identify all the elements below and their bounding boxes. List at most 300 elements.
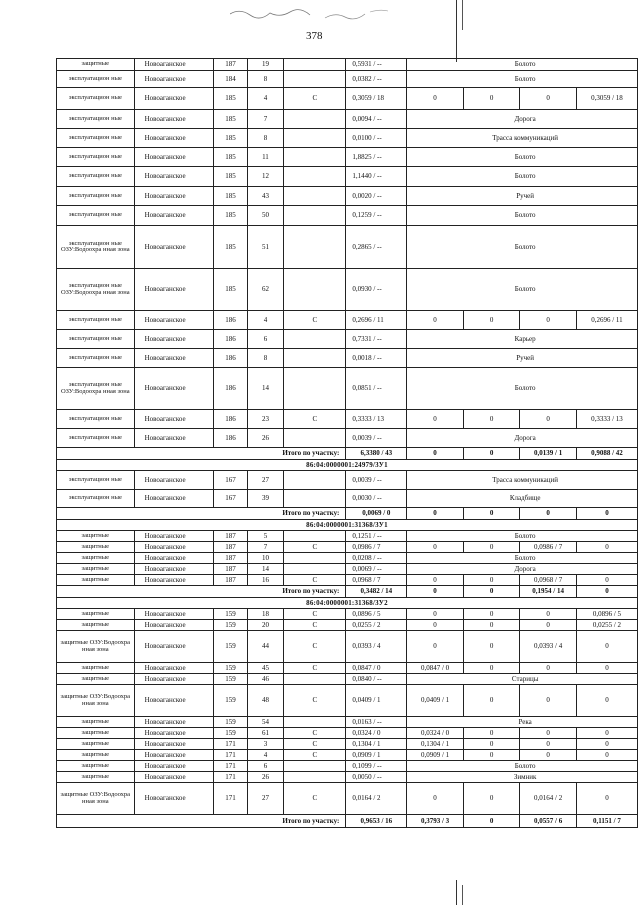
land-type-note: Болото [407, 269, 638, 311]
cadastral-header-row [57, 460, 638, 471]
area-volume: 0,0164 / 2 [346, 783, 407, 815]
subtotal-row [57, 508, 638, 520]
plot-number: 50 [247, 206, 284, 226]
table-row [57, 575, 638, 586]
quarter-number: 185 [214, 88, 247, 110]
forest-category: эксплуатацион ные [57, 167, 135, 187]
felling-type [284, 330, 346, 349]
area-volume: 0,7331 / -- [346, 330, 407, 349]
volume-value: 0,0409 / 1 [407, 685, 464, 717]
cadastral-header-row [57, 520, 638, 531]
plot-number: 6 [247, 330, 284, 349]
plot-number: 4 [247, 750, 284, 761]
plot-number: 54 [247, 717, 284, 728]
forestry-district: Новоаганское [134, 167, 214, 187]
table-row [57, 553, 638, 564]
plot-number: 8 [247, 71, 284, 88]
subtotal-value: 0 [463, 508, 520, 520]
area-volume: 0,2865 / -- [346, 226, 407, 269]
quarter-number: 186 [214, 429, 247, 448]
subtotal-value: 0 [463, 586, 520, 598]
table-row [57, 129, 638, 148]
table-row [57, 761, 638, 772]
volume-value: 0 [463, 311, 520, 330]
forestry-district: Новоаганское [134, 410, 214, 429]
subtotal-value: 0,9088 / 42 [576, 448, 637, 460]
quarter-number: 159 [214, 674, 247, 685]
forestry-district: Новоаганское [134, 71, 214, 88]
volume-value: 0,0986 / 7 [520, 542, 577, 553]
forestry-district: Новоаганское [134, 187, 214, 206]
forest-category: защитные [57, 59, 135, 71]
felling-type: С [284, 783, 346, 815]
area-volume: 1,8825 / -- [346, 148, 407, 167]
plot-number: 10 [247, 553, 284, 564]
plot-number: 8 [247, 349, 284, 368]
plot-number: 27 [247, 471, 284, 490]
forestry-district: Новоаганское [134, 685, 214, 717]
felling-type [284, 429, 346, 448]
quarter-number: 159 [214, 663, 247, 674]
felling-type [284, 553, 346, 564]
plot-number: 46 [247, 674, 284, 685]
area-volume: 0,2696 / 11 [346, 311, 407, 330]
forest-category: эксплуатацион ные ОЗУ:Водоохра нная зона [57, 226, 135, 269]
felling-type [284, 59, 346, 71]
subtotal-value: 0,0069 / 0 [346, 508, 407, 520]
quarter-number: 159 [214, 717, 247, 728]
plot-number: 7 [247, 110, 284, 129]
forestry-district: Новоаганское [134, 739, 214, 750]
quarter-number: 171 [214, 783, 247, 815]
forest-category: защитные [57, 553, 135, 564]
felling-type [284, 531, 346, 542]
table-row [57, 620, 638, 631]
plot-number: 5 [247, 531, 284, 542]
subtotal-value: 0,0557 / 6 [520, 815, 577, 828]
quarter-number: 171 [214, 761, 247, 772]
felling-type [284, 148, 346, 167]
quarter-number: 167 [214, 471, 247, 490]
plot-number: 44 [247, 631, 284, 663]
table-row [57, 728, 638, 739]
land-type-note: Старицы [407, 674, 638, 685]
plot-number: 14 [247, 368, 284, 410]
plot-number: 3 [247, 739, 284, 750]
plot-number: 51 [247, 226, 284, 269]
volume-value: 0 [463, 728, 520, 739]
scan-smudge [230, 6, 390, 26]
plot-number: 4 [247, 311, 284, 330]
volume-value: 0,0847 / 0 [407, 663, 464, 674]
volume-value: 0 [463, 542, 520, 553]
area-volume: 0,0039 / -- [346, 429, 407, 448]
table-row [57, 206, 638, 226]
volume-value: 0 [520, 620, 577, 631]
forestry-district: Новоаганское [134, 620, 214, 631]
area-volume: 0,0986 / 7 [346, 542, 407, 553]
felling-type [284, 490, 346, 508]
area-volume: 0,0324 / 0 [346, 728, 407, 739]
volume-value: 0 [576, 575, 637, 586]
felling-type: С [284, 728, 346, 739]
volume-value: 0 [407, 410, 464, 429]
area-volume: 0,0255 / 2 [346, 620, 407, 631]
forestry-district: Новоаганское [134, 750, 214, 761]
felling-type: С [284, 631, 346, 663]
cadastral-number: 86:04:0000001:31368/3У2 [57, 598, 638, 609]
forestry-district: Новоаганское [134, 663, 214, 674]
quarter-number: 185 [214, 187, 247, 206]
forest-category: защитные [57, 717, 135, 728]
quarter-number: 167 [214, 490, 247, 508]
subtotal-value: 0 [576, 508, 637, 520]
volume-value: 0 [407, 620, 464, 631]
forest-category: эксплуатацион ные [57, 148, 135, 167]
volume-value: 0 [520, 88, 577, 110]
volume-value: 0 [407, 609, 464, 620]
felling-type [284, 110, 346, 129]
volume-value: 0 [407, 542, 464, 553]
quarter-number: 185 [214, 148, 247, 167]
quarter-number: 185 [214, 226, 247, 269]
table-row [57, 311, 638, 330]
area-volume: 0,5931 / -- [346, 59, 407, 71]
subtotal-value: 0 [407, 508, 464, 520]
volume-value: 0 [576, 783, 637, 815]
quarter-number: 186 [214, 311, 247, 330]
volume-value: 0 [520, 739, 577, 750]
felling-type [284, 772, 346, 783]
forest-category: эксплуатацион ные [57, 410, 135, 429]
subtotal-value: 0 [576, 586, 637, 598]
forest-category: эксплуатацион ные [57, 490, 135, 508]
quarter-number: 171 [214, 739, 247, 750]
table-row [57, 59, 638, 71]
subtotal-value: 0 [463, 448, 520, 460]
plot-number: 43 [247, 187, 284, 206]
area-volume: 0,0018 / -- [346, 349, 407, 368]
volume-value: 0 [463, 575, 520, 586]
forest-category: защитные [57, 674, 135, 685]
area-volume: 0,3059 / 18 [346, 88, 407, 110]
forest-category: эксплуатацион ные [57, 429, 135, 448]
forestry-district: Новоаганское [134, 471, 214, 490]
area-volume: 0,0930 / -- [346, 269, 407, 311]
volume-value: 0,3059 / 18 [576, 88, 637, 110]
forestry-district: Новоаганское [134, 368, 214, 410]
plot-number: 14 [247, 564, 284, 575]
area-volume: 0,0020 / -- [346, 187, 407, 206]
forestry-district: Новоаганское [134, 206, 214, 226]
forestry-district: Новоаганское [134, 564, 214, 575]
area-volume: 0,1259 / -- [346, 206, 407, 226]
plot-number: 6 [247, 761, 284, 772]
area-volume: 0,0039 / -- [346, 471, 407, 490]
forestry-district: Новоаганское [134, 226, 214, 269]
forestry-district: Новоаганское [134, 88, 214, 110]
felling-type [284, 368, 346, 410]
quarter-number: 187 [214, 59, 247, 71]
quarter-number: 185 [214, 206, 247, 226]
forestry-district: Новоаганское [134, 148, 214, 167]
volume-value: 0 [576, 663, 637, 674]
quarter-number: 171 [214, 750, 247, 761]
volume-value: 0,2696 / 11 [576, 311, 637, 330]
plot-number: 7 [247, 542, 284, 553]
plot-number: 11 [247, 148, 284, 167]
felling-type [284, 674, 346, 685]
table-row [57, 429, 638, 448]
plot-number: 26 [247, 429, 284, 448]
area-volume: 0,0409 / 1 [346, 685, 407, 717]
plot-number: 48 [247, 685, 284, 717]
land-type-note: Болото [407, 761, 638, 772]
area-volume: 0,0896 / 5 [346, 609, 407, 620]
land-parcel-table [56, 58, 638, 828]
table-row [57, 490, 638, 508]
table-row [57, 410, 638, 429]
forest-category: защитные [57, 542, 135, 553]
forest-category: защитные [57, 728, 135, 739]
plot-number: 62 [247, 269, 284, 311]
volume-value: 0 [576, 685, 637, 717]
forestry-district: Новоаганское [134, 761, 214, 772]
volume-value: 0,0324 / 0 [407, 728, 464, 739]
table-row [57, 717, 638, 728]
area-volume: 0,0840 / -- [346, 674, 407, 685]
volume-value: 0,0909 / 1 [407, 750, 464, 761]
forest-category: защитные [57, 531, 135, 542]
subtotal-value: 0,3793 / 3 [407, 815, 464, 828]
land-type-note: Дорога [407, 564, 638, 575]
plot-number: 23 [247, 410, 284, 429]
area-volume: 0,0382 / -- [346, 71, 407, 88]
forestry-district: Новоаганское [134, 349, 214, 368]
quarter-number: 159 [214, 620, 247, 631]
area-volume: 0,1099 / -- [346, 761, 407, 772]
volume-value: 0,0968 / 7 [520, 575, 577, 586]
volume-value: 0 [576, 542, 637, 553]
volume-value: 0 [463, 783, 520, 815]
volume-value: 0,0164 / 2 [520, 783, 577, 815]
volume-value: 0 [463, 620, 520, 631]
forest-category: эксплуатацион ные [57, 129, 135, 148]
table-row [57, 674, 638, 685]
area-volume: 0,1251 / -- [346, 531, 407, 542]
volume-value: 0 [463, 410, 520, 429]
forest-category: защитные [57, 564, 135, 575]
forestry-district: Новоаганское [134, 674, 214, 685]
subtotal-value: 0 [407, 448, 464, 460]
subtotal-value: 0,0139 / 1 [520, 448, 577, 460]
felling-type [284, 269, 346, 311]
plot-number: 26 [247, 772, 284, 783]
volume-value: 0 [463, 663, 520, 674]
table-row [57, 564, 638, 575]
page-number: 378 [306, 30, 323, 42]
volume-value: 0 [463, 609, 520, 620]
volume-value: 0,0896 / 5 [576, 609, 637, 620]
volume-value: 0 [407, 783, 464, 815]
quarter-number: 159 [214, 728, 247, 739]
land-type-note: Трасса коммуникаций [407, 471, 638, 490]
area-volume: 0,0909 / 1 [346, 750, 407, 761]
area-volume: 0,1304 / 1 [346, 739, 407, 750]
area-volume: 0,0847 / 0 [346, 663, 407, 674]
forestry-district: Новоаганское [134, 129, 214, 148]
land-type-note: Карьер [407, 330, 638, 349]
quarter-number: 186 [214, 368, 247, 410]
forestry-district: Новоаганское [134, 59, 214, 71]
plot-number: 61 [247, 728, 284, 739]
felling-type [284, 129, 346, 148]
forest-category: эксплуатацион ные [57, 71, 135, 88]
area-volume: 0,0094 / -- [346, 110, 407, 129]
area-volume: 0,3333 / 13 [346, 410, 407, 429]
area-volume: 0,0030 / -- [346, 490, 407, 508]
quarter-number: 159 [214, 631, 247, 663]
volume-value: 0 [407, 88, 464, 110]
volume-value: 0 [520, 750, 577, 761]
forest-category: защитные ОЗУ:Водоохра нная зона [57, 631, 135, 663]
area-volume: 0,0050 / -- [346, 772, 407, 783]
volume-value: 0 [520, 728, 577, 739]
quarter-number: 185 [214, 269, 247, 311]
forest-category: защитные [57, 739, 135, 750]
forest-category: эксплуатацион ные ОЗУ:Водоохра нная зона [57, 368, 135, 410]
forest-category: защитные [57, 663, 135, 674]
table-row [57, 330, 638, 349]
plot-number: 18 [247, 609, 284, 620]
forestry-district: Новоаганское [134, 609, 214, 620]
quarter-number: 186 [214, 410, 247, 429]
forest-category: эксплуатацион ные [57, 471, 135, 490]
forest-category: защитные [57, 750, 135, 761]
plot-number: 16 [247, 575, 284, 586]
felling-type [284, 717, 346, 728]
land-type-note: Ручей [407, 349, 638, 368]
table-row [57, 739, 638, 750]
subtotal-row [57, 586, 638, 598]
felling-type [284, 564, 346, 575]
table-row [57, 88, 638, 110]
volume-value: 0 [576, 739, 637, 750]
land-type-note: Болото [407, 368, 638, 410]
quarter-number: 187 [214, 553, 247, 564]
forestry-district: Новоаганское [134, 330, 214, 349]
quarter-number: 159 [214, 609, 247, 620]
quarter-number: 186 [214, 349, 247, 368]
quarter-number: 186 [214, 330, 247, 349]
land-type-note: Болото [407, 226, 638, 269]
subtotal-label: Итого по участку: [57, 815, 346, 828]
forestry-district: Новоаганское [134, 311, 214, 330]
area-volume: 0,0069 / -- [346, 564, 407, 575]
felling-type: С [284, 620, 346, 631]
subtotal-value: 6,3380 / 43 [346, 448, 407, 460]
volume-value: 0 [520, 663, 577, 674]
quarter-number: 184 [214, 71, 247, 88]
volume-value: 0 [520, 685, 577, 717]
forestry-district: Новоаганское [134, 490, 214, 508]
table-row [57, 542, 638, 553]
felling-type: С [284, 542, 346, 553]
forest-category: защитные [57, 772, 135, 783]
quarter-number: 187 [214, 575, 247, 586]
binding-line [462, 885, 463, 905]
felling-type: С [284, 739, 346, 750]
subtotal-value: 0,1151 / 7 [576, 815, 637, 828]
felling-type [284, 471, 346, 490]
binding-line [456, 880, 457, 905]
felling-type [284, 187, 346, 206]
table-row [57, 471, 638, 490]
land-type-note: Болото [407, 71, 638, 88]
quarter-number: 185 [214, 129, 247, 148]
subtotal-value: 0,9653 / 16 [346, 815, 407, 828]
volume-value: 0 [407, 631, 464, 663]
land-type-note: Трасса коммуникаций [407, 129, 638, 148]
area-volume: 0,0393 / 4 [346, 631, 407, 663]
forestry-district: Новоаганское [134, 717, 214, 728]
forest-category: защитные ОЗУ:Водоохра нная зона [57, 783, 135, 815]
forestry-district: Новоаганское [134, 728, 214, 739]
table-row [57, 349, 638, 368]
land-type-note: Дорога [407, 110, 638, 129]
subtotal-label: Итого по участку: [57, 586, 346, 598]
cadastral-number: 86:04:0000001:24979/3У1 [57, 460, 638, 471]
felling-type [284, 71, 346, 88]
area-volume: 0,0208 / -- [346, 553, 407, 564]
subtotal-value: 0 [407, 586, 464, 598]
forest-category: эксплуатацион ные [57, 206, 135, 226]
volume-value: 0 [463, 88, 520, 110]
forest-category: защитные [57, 761, 135, 772]
felling-type: С [284, 750, 346, 761]
forestry-district: Новоаганское [134, 575, 214, 586]
felling-type: С [284, 88, 346, 110]
felling-type [284, 349, 346, 368]
table-row [57, 531, 638, 542]
quarter-number: 185 [214, 110, 247, 129]
forestry-district: Новоаганское [134, 531, 214, 542]
felling-type [284, 226, 346, 269]
table-row [57, 368, 638, 410]
quarter-number: 159 [214, 685, 247, 717]
table-row [57, 71, 638, 88]
volume-value: 0,0393 / 4 [520, 631, 577, 663]
forest-category: эксплуатацион ные [57, 110, 135, 129]
land-type-note: Болото [407, 59, 638, 71]
table-row [57, 663, 638, 674]
plot-number: 39 [247, 490, 284, 508]
felling-type: С [284, 311, 346, 330]
forest-category: защитные [57, 609, 135, 620]
subtotal-value: 0 [463, 815, 520, 828]
area-volume: 0,0968 / 7 [346, 575, 407, 586]
plot-number: 12 [247, 167, 284, 187]
quarter-number: 171 [214, 772, 247, 783]
table-row [57, 148, 638, 167]
quarter-number: 185 [214, 167, 247, 187]
plot-number: 19 [247, 59, 284, 71]
table-row [57, 609, 638, 620]
felling-type: С [284, 685, 346, 717]
subtotal-value: 0 [520, 508, 577, 520]
volume-value: 0 [407, 311, 464, 330]
land-type-note: Болото [407, 206, 638, 226]
